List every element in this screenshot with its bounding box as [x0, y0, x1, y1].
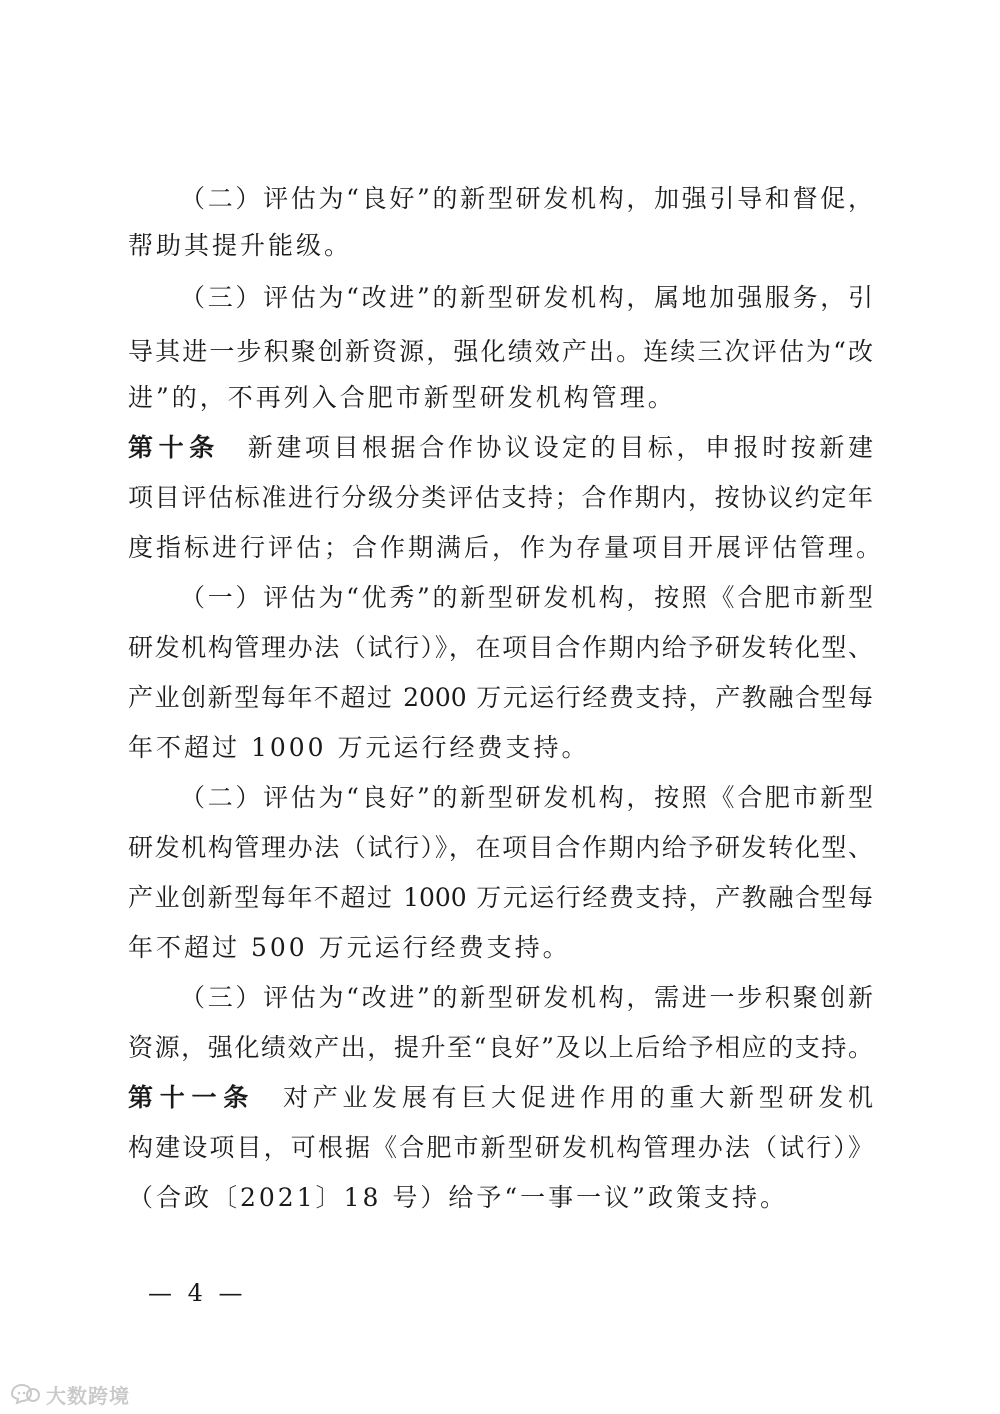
paragraph-line: 研发机构管理办法（试行）》，在项目合作期内给予研发转化型、	[128, 633, 873, 662]
page-number: — 4 —	[148, 1279, 247, 1307]
paragraph-line: （三）评估为“改进”的新型研发机构，需进一步积聚创新	[180, 983, 873, 1012]
paragraph-line: （一）评估为“优秀”的新型研发机构，按照《合肥市新型	[180, 583, 873, 612]
paragraph-line: 资源，强化绩效产出，提升至“良好”及以上后给予相应的支持。	[128, 1033, 873, 1062]
watermark	[8, 1380, 130, 1408]
paragraph-line: （二）评估为“良好”的新型研发机构，按照《合肥市新型	[180, 783, 873, 812]
paragraph-line: 帮助其提升能级。	[128, 231, 353, 260]
paragraph-line: 产业创新型每年不超过 1000 万元运行经费支持，产教融合型每	[128, 883, 873, 912]
paragraph-line: 度指标进行评估；合作期满后，作为存量项目开展评估管理。	[128, 533, 885, 562]
paragraph-line: 构建设项目，可根据《合肥市新型研发机构管理办法（试行）》	[128, 1133, 873, 1162]
paragraph-line: 研发机构管理办法（试行）》，在项目合作期内给予研发转化型、	[128, 833, 873, 862]
paragraph-line: 项目评估标准进行分级分类评估支持；合作期内，按协议约定年	[128, 483, 873, 512]
article-11-heading: 第十一条	[128, 1083, 255, 1112]
paragraph-line: 年不超过 500 万元运行经费支持。	[128, 933, 571, 962]
paragraph-line: 新建项目根据合作协议设定的目标，申报时按新建	[247, 433, 873, 462]
watermark-text: 大数跨境	[46, 1383, 130, 1408]
paragraph-line: 导其进一步积聚创新资源，强化绩效产出。连续三次评估为“改	[128, 337, 873, 366]
paragraph-line: 产业创新型每年不超过 2000 万元运行经费支持，产教融合型每	[128, 683, 873, 712]
article-11-first-line	[128, 1083, 873, 1113]
article-10-heading: 第十条	[128, 433, 220, 462]
chat-bubble-logo-icon	[8, 1383, 42, 1405]
paragraph-line: （合政〔2021〕18 号）给予“一事一议”政策支持。	[128, 1183, 788, 1212]
paragraph-line: （三）评估为“改进”的新型研发机构，属地加强服务，引	[180, 283, 873, 312]
paragraph-line: （二）评估为“良好”的新型研发机构，加强引导和督促，	[180, 184, 873, 213]
paragraph-line: 进”的，不再列入合肥市新型研发机构管理。	[128, 383, 676, 412]
article-10-first-line	[128, 433, 873, 463]
paragraph-line: 对产业发展有巨大促进作用的重大新型研发机	[282, 1083, 873, 1112]
paragraph-line: 年不超过 1000 万元运行经费支持。	[128, 733, 590, 762]
